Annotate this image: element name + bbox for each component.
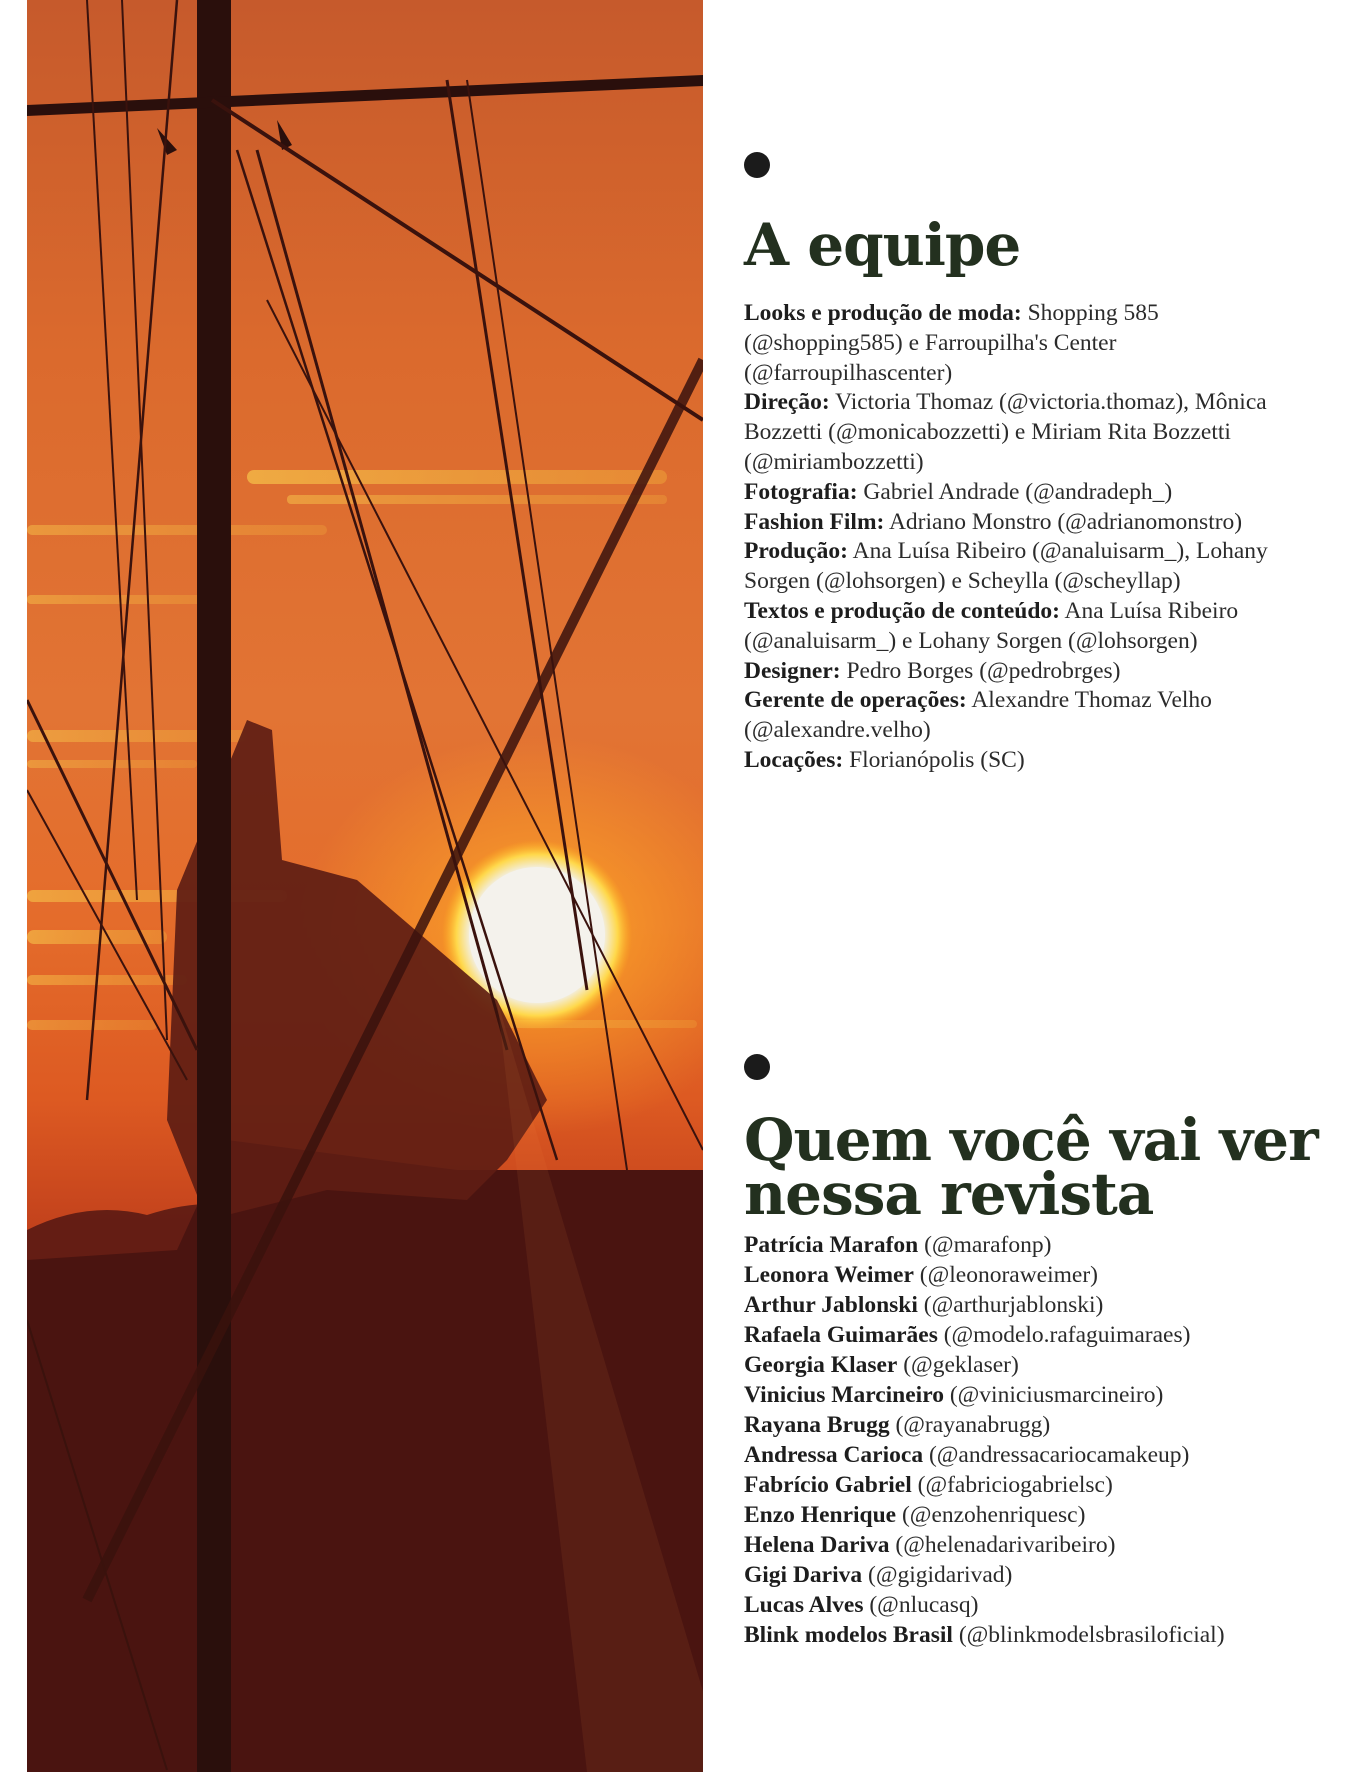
credit-item: Direção: Victoria Thomaz (@victoria.thomaz), Mônica Bozzetti (@monicabozzetti) e Miriam Rita Bozzetti (@miriambozzetti) xyxy=(744,389,1267,475)
cast-item: Vinicius Marcineiro (@viniciusmarcineiro) xyxy=(744,1382,1164,1408)
spreader xyxy=(27,75,703,116)
cast-item: Georgia Klaser (@geklaser) xyxy=(744,1352,1019,1378)
cast-item: Leonora Weimer (@leonoraweimer) xyxy=(744,1262,1099,1288)
team-credits-list xyxy=(744,299,1314,776)
cast-heading xyxy=(744,1106,1324,1228)
cast-item: Arthur Jablonski (@arthurjablonski) xyxy=(744,1292,1104,1318)
credit-item: Fotografia: Gabriel Andrade (@andradeph_) xyxy=(744,478,1173,505)
bullet-dot-cast xyxy=(744,1054,770,1080)
cast-item: Fabrício Gabriel (@fabriciogabrielsc) xyxy=(744,1472,1113,1498)
cast-heading-line1: Quem você vai ver xyxy=(744,1106,1318,1174)
cast-item: Helena Dariva (@helenadarivaribeiro) xyxy=(744,1532,1116,1558)
team-heading: A equipe xyxy=(744,211,1021,279)
credit-item: Designer: Pedro Borges (@pedrobrges) xyxy=(744,657,1121,684)
credit-item: Looks e produção de moda: Shopping 585 (@shopping585) e Farroupilha's Center (@farroupilhascenter) xyxy=(744,300,1159,386)
bullet-dot-team xyxy=(744,152,770,178)
credit-item: Locações: Florianópolis (SC) xyxy=(744,746,1025,773)
credit-item: Produção: Ana Luísa Ribeiro (@analuisarm_), Lohany Sorgen (@lohsorgen) e Scheylla (@scheyllap) xyxy=(744,538,1268,595)
cast-item: Andressa Carioca (@andressacariocamakeup) xyxy=(744,1442,1190,1468)
photo-illustration xyxy=(27,0,703,1772)
sunset-sailboat-photo xyxy=(27,0,703,1772)
cast-item: Enzo Henrique (@enzohenriquesc) xyxy=(744,1502,1086,1528)
cast-item: Blink modelos Brasil (@blinkmodelsbrasiloficial) xyxy=(744,1622,1225,1648)
cast-item: Rafaela Guimarães (@modelo.rafaguimaraes) xyxy=(744,1322,1191,1348)
mast xyxy=(197,0,231,1772)
credit-item: Textos e produção de conteúdo: Ana Luísa Ribeiro (@analuisarm_) e Lohany Sorgen (@lohsorgen) xyxy=(744,597,1239,654)
credit-item: Gerente de operações: Alexandre Thomaz Velho (@alexandre.velho) xyxy=(744,687,1212,744)
cast-heading-line2: nessa revista xyxy=(744,1160,1154,1228)
cast-item: Rayana Brugg (@rayanabrugg) xyxy=(744,1412,1051,1438)
cast-item: Lucas Alves (@nlucasq) xyxy=(744,1592,979,1618)
cast-item: Gigi Dariva (@gigidarivad) xyxy=(744,1562,1013,1588)
cast-item: Patrícia Marafon (@marafonp) xyxy=(744,1232,1052,1258)
cast-list xyxy=(744,1230,1314,1650)
credit-item: Fashion Film: Adriano Monstro (@adrianomonstro) xyxy=(744,508,1243,535)
